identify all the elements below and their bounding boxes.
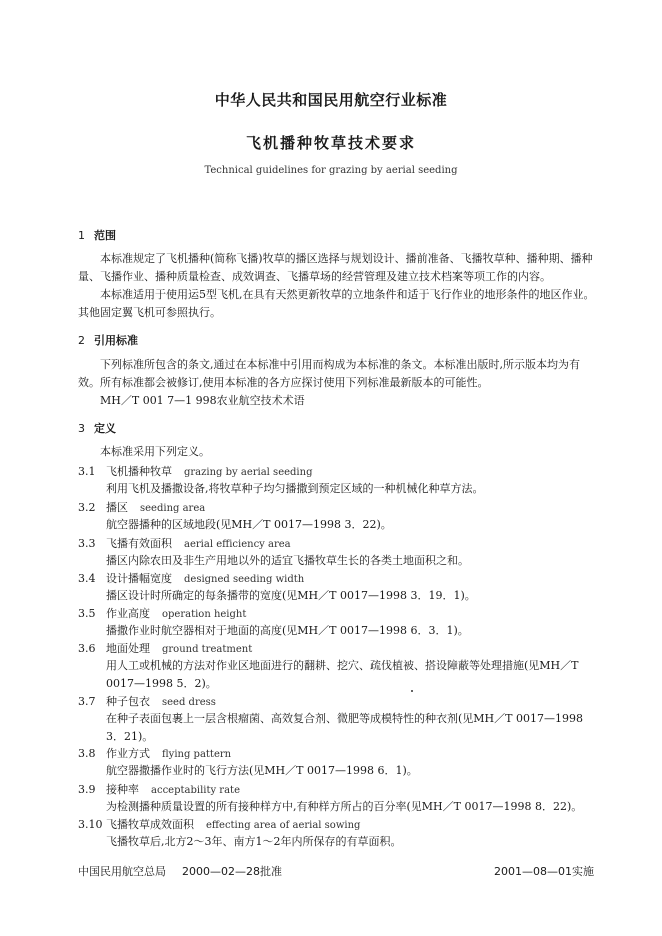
definition-body: 航空器播种的区域地段(见MH／T 0017—1998 3．22)。 [106, 518, 392, 531]
definition-term-zh: 飞播有效面积 [106, 537, 172, 550]
definition-body: 播区内除农田及非生产用地以外的适宜飞播牧草生长的各类土地面积之和。 [106, 554, 469, 567]
definition-term-en: effecting area of aerial sowing [206, 820, 361, 831]
section-3-heading [78, 420, 116, 436]
definition-term [78, 640, 252, 656]
definition-number: 3.9 [78, 783, 96, 796]
referenced-standard: MH／T 001 7—1 998农业航空技术术语 [100, 394, 305, 407]
definition-body: 为检测播种质量设置的所有接种样方中,有种样方所占的百分率(见MH／T 0017—1998 8．22)。 [106, 800, 583, 813]
stray-mark [411, 690, 413, 692]
section-2-heading [78, 332, 138, 348]
definition-number: 3.1 [78, 465, 96, 478]
definition-term [78, 605, 246, 621]
document-english-title: Technical guidelines for grazing by aerial seeding [204, 165, 458, 176]
definition-number: 3.10 [78, 818, 103, 831]
definition-term-zh: 作业高度 [106, 607, 150, 620]
section-3-intro: 本标准采用下列定义。 [100, 445, 210, 458]
definition-body: 播区设计时所确定的每条播带的宽度(见MH／T 0017—1998 3．19．1)。 [106, 589, 476, 602]
definition-term-zh: 地面处理 [106, 642, 150, 655]
definition-number: 3.5 [78, 607, 96, 620]
definition-term [78, 570, 304, 586]
footer-approval-date: 2000—02—28批准 [182, 865, 282, 878]
definition-term-en: grazing by aerial seeding [184, 467, 313, 478]
definition-number: 3.4 [78, 572, 96, 585]
definition-number: 3.7 [78, 695, 96, 708]
definition-body: 利用飞机及播撒设备,将牧草种子均匀播撒到预定区域的一种机械化种草方法。 [106, 482, 484, 495]
definition-term [78, 745, 231, 761]
section-number: 2 [78, 334, 85, 347]
definition-term-zh: 种子包衣 [106, 695, 150, 708]
section-title: 定义 [94, 422, 116, 435]
definition-body: 在种子表面包裹上一层含根瘤菌、高效复合剂、微肥等成模特性的种衣剂(见MH／T 0017—1998 3．21)。 [106, 712, 583, 743]
standard-title: 中华人民共和国民用航空行业标准 [214, 91, 448, 109]
definition-term-en: operation height [162, 609, 247, 620]
definition-term-zh: 设计播幅宽度 [106, 572, 172, 585]
section-title: 范围 [94, 229, 116, 242]
definition-term-en: ground treatment [162, 644, 253, 655]
section-title: 引用标准 [94, 334, 138, 347]
definition-term [78, 535, 291, 551]
definition-number: 3.3 [78, 537, 96, 550]
definition-term-zh: 接种率 [106, 783, 139, 796]
definition-term-zh: 飞播牧草成效面积 [106, 818, 194, 831]
definition-term-zh: 播区 [106, 501, 128, 514]
footer-issuer: 中国民用航空总局 [78, 865, 166, 878]
definition-term-en: designed seeding width [184, 574, 305, 585]
definition-term [78, 816, 360, 832]
definition-term-zh: 飞机播种牧草 [106, 465, 172, 478]
section-1-paragraph-2: 本标准适用于使用运5型飞机,在具有天然更新牧草的立地条件和适于飞行作业的地形条件的地区作业。其他固定翼飞机可参照执行。 [78, 288, 595, 319]
definition-number: 3.6 [78, 642, 96, 655]
definition-term-en: seeding area [140, 503, 206, 514]
definition-term-en: seed dress [162, 697, 216, 708]
definition-term-en: acceptability rate [151, 785, 240, 796]
definition-term-en: flying pattern [162, 749, 232, 760]
definition-body: 播撒作业时航空器相对于地面的高度(见MH／T 0017—1998 6．3．1)。 [106, 624, 469, 637]
document-title: 飞机播种牧草技术要求 [245, 134, 416, 152]
definition-term-en: aerial efficiency area [184, 539, 291, 550]
definition-body: 航空器撒播作业时的飞行方法(见MH／T 0017—1998 6．1)。 [106, 764, 418, 777]
footer-effective-date: 2001—08—01实施 [494, 865, 594, 878]
section-1-paragraph-1: 本标准规定了飞机播种(简称飞播)牧草的播区选择与规划设计、播前准备、飞播牧草种、播种期、播种量、飞播作业、播种质量检查、成效调查、飞播草场的经营管理及建立技术档案等项工作的内容。 [78, 252, 593, 283]
definition-term [78, 463, 312, 479]
definition-number: 3.8 [78, 747, 96, 760]
section-2-paragraph: 下列标准所包含的条文,通过在本标准中引用而构成为本标准的条文。本标准出版时,所示版本均为有效。所有标准都会被修订,使用本标准的各方应探讨使用下列标准最新版本的可能性。 [78, 358, 580, 389]
section-number: 1 [78, 229, 85, 242]
definition-term [78, 781, 240, 797]
definition-term [78, 499, 205, 515]
definition-number: 3.2 [78, 501, 96, 514]
definition-body: 用人工或机械的方法对作业区地面进行的翻耕、挖穴、疏伐植被、搭设障蔽等处理措施(见MH／T 0017—1998 5．2)。 [106, 659, 579, 690]
section-1-heading [78, 227, 116, 243]
section-number: 3 [78, 422, 85, 435]
definition-term-zh: 作业方式 [106, 747, 150, 760]
definition-term [78, 693, 216, 709]
definition-body: 飞播牧草后,北方2～3年、南方1～2年内所保存的有草面积。 [106, 835, 402, 848]
